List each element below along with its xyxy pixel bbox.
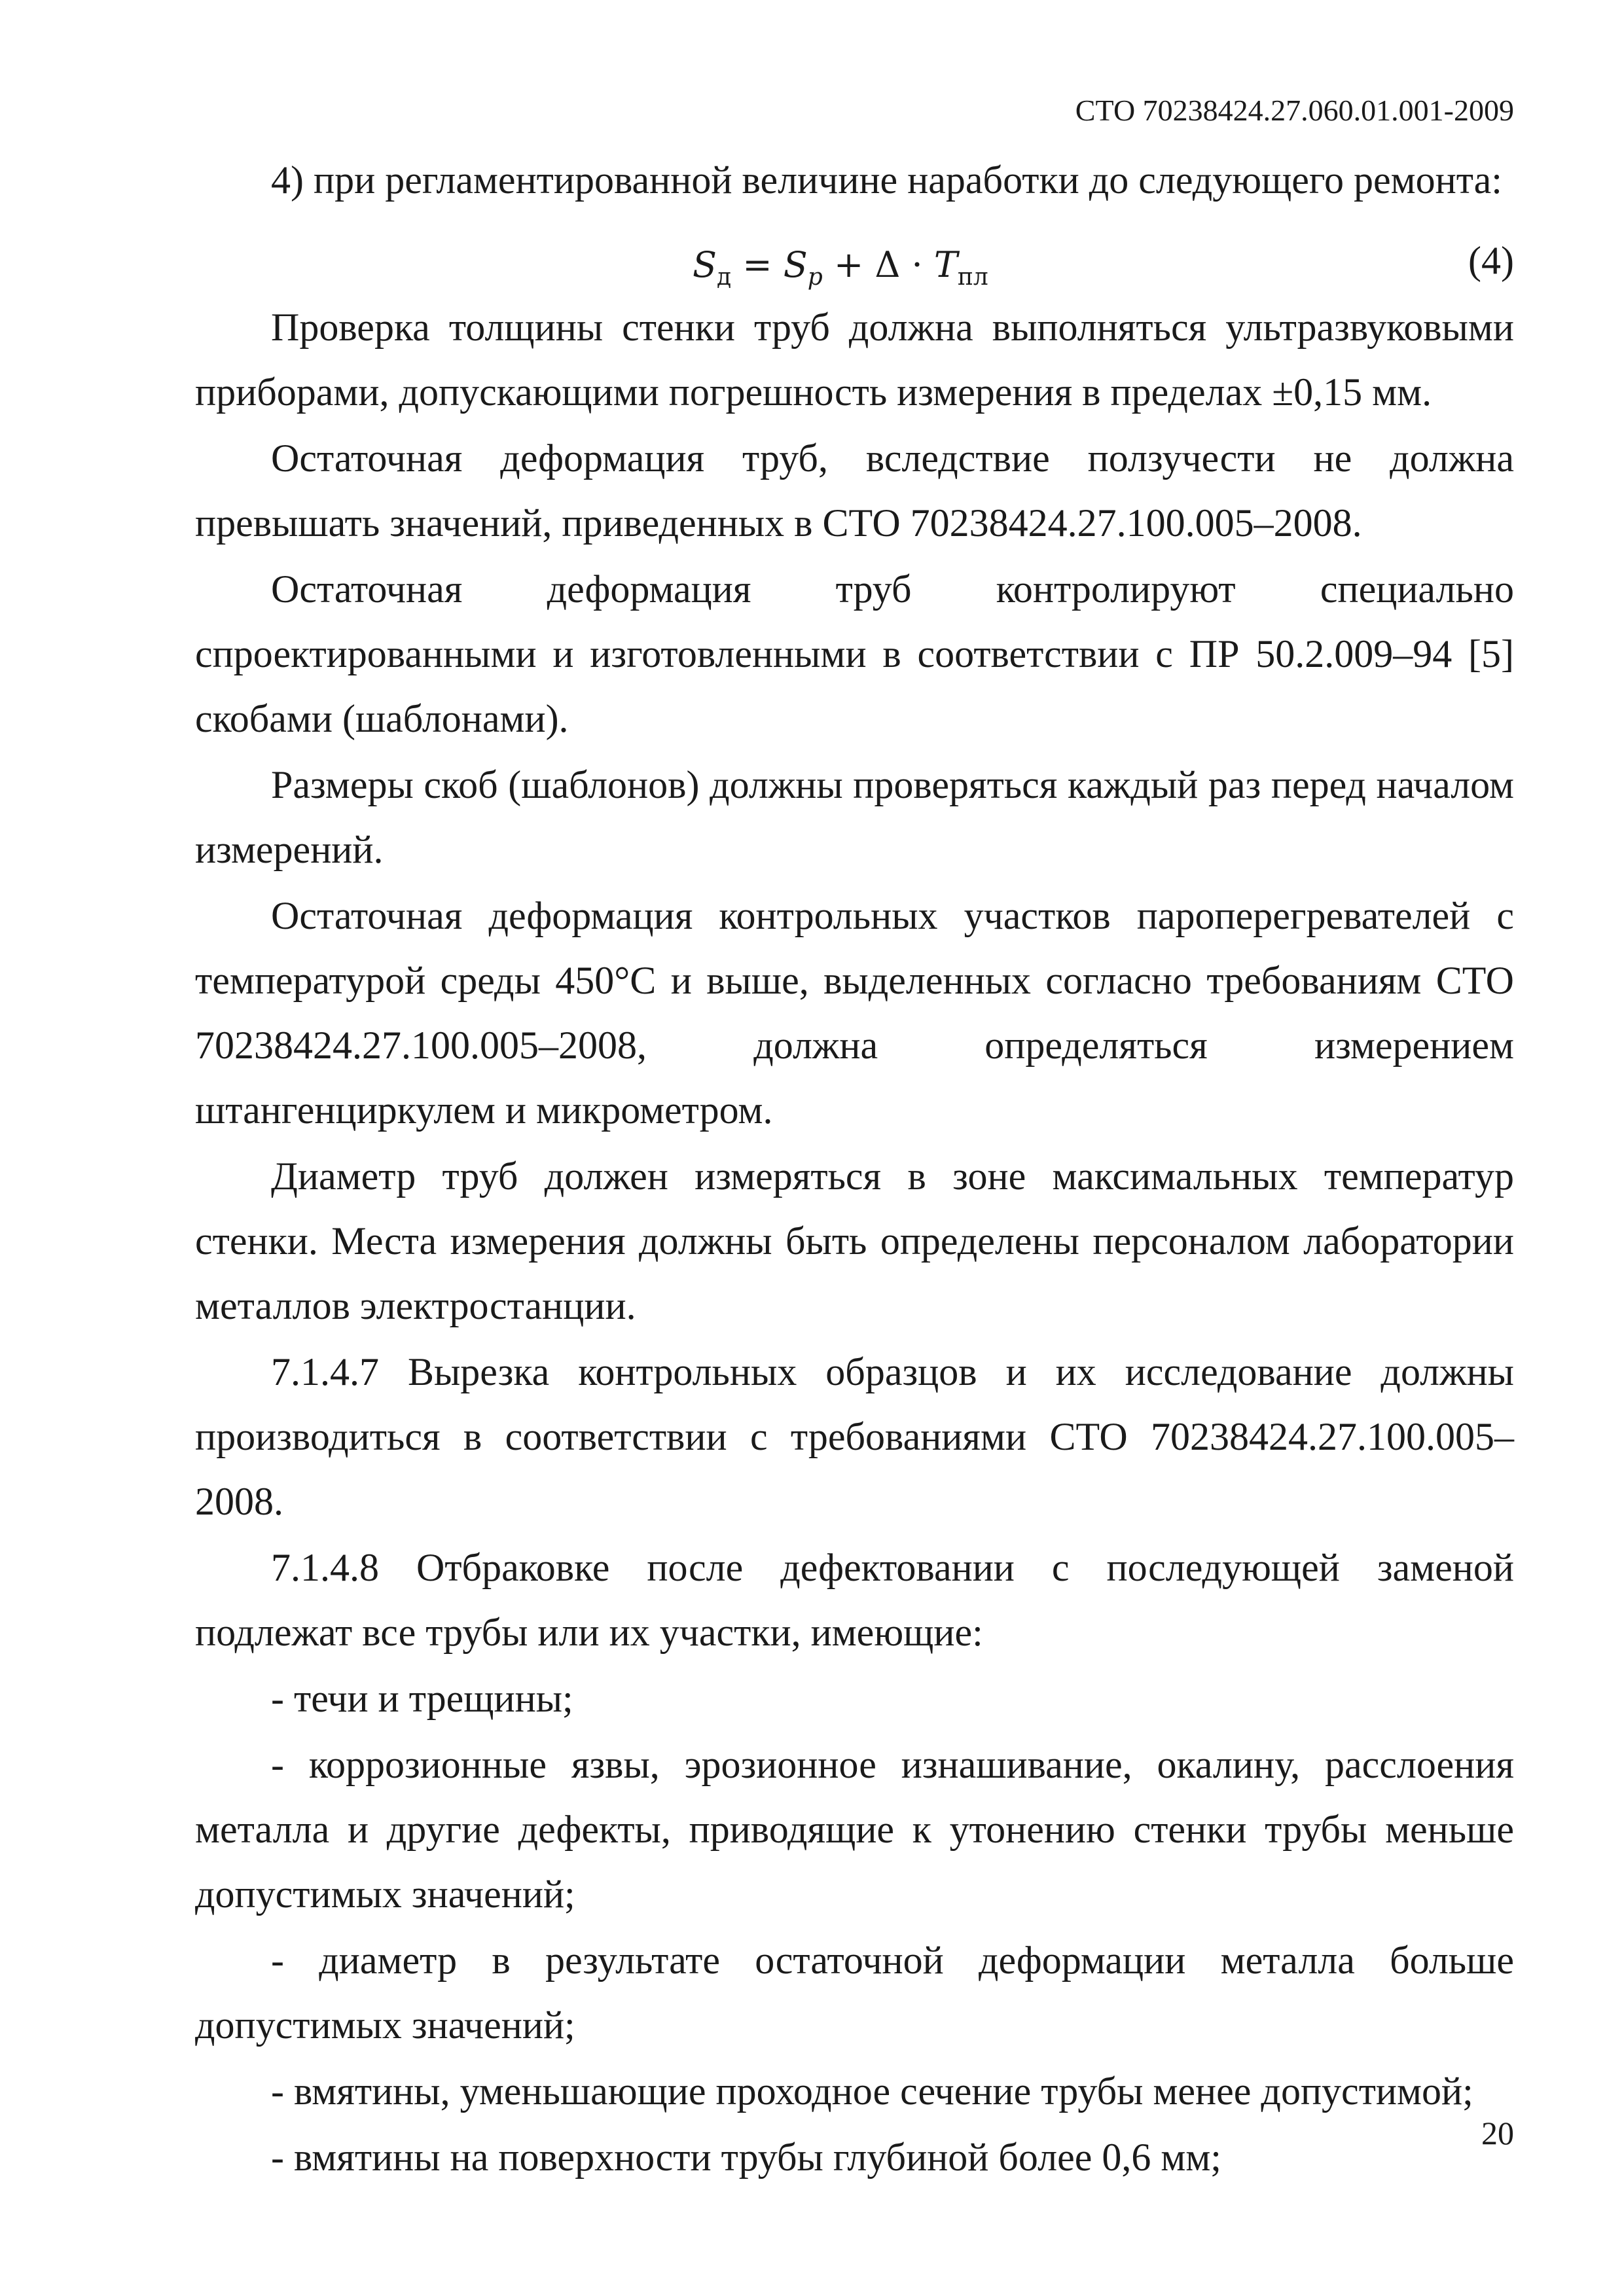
paragraph-residual-deformation: Остаточная деформация труб, вследствие ползучести не должна превышать значений, приведенных в СТО 70238424.27.100.005–2008. <box>195 437 1514 545</box>
formula-expression <box>693 232 988 310</box>
paragraph-thickness-check: Проверка толщины стенки труб должна выполняться ультразвуковыми приборами, допускающими погрешность измерения в пределах ±0,15 мм. <box>195 306 1514 414</box>
paragraph-7-1-4-7: 7.1.4.7 Вырезка контрольных образцов и их исследование должны производиться в соответствии с требованиями СТО 70238424.27.100.005–2008. <box>195 1350 1514 1523</box>
formula-operator: + Δ · <box>822 244 934 285</box>
formula-rhs-subscript-1: p <box>807 264 823 291</box>
document-code-header: СТО 70238424.27.060.01.001-2009 <box>1075 94 1514 127</box>
list-item: - течи и трещины; <box>271 1677 573 1720</box>
formula-rhs-variable-2: T <box>933 244 958 285</box>
formula-4 <box>195 214 1514 295</box>
paragraph-diameter-measurement: Диаметр труб должен измеряться в зоне максимальных температур стенки. Места измерения должны быть определены персоналом лаборатории металлов электростанции. <box>195 1155 1514 1327</box>
list-item: - коррозионные язвы, эрозионное изнашивание, окалину, расслоения металла и другие дефекты, приводящие к утонению стенки трубы меньше допустимых значений; <box>195 1743 1514 1916</box>
formula-number: (4) <box>1468 239 1514 282</box>
formula-lhs-variable: S <box>693 244 717 285</box>
document-body <box>195 148 1514 2191</box>
list-item-4: 4) при регламентированной величине наработки до следующего ремонта: <box>271 158 1502 202</box>
formula-rhs-subscript-2: пл <box>957 264 988 291</box>
paragraph-7-1-4-8: 7.1.4.8 Отбраковке после дефектовании с последующей заменой подлежат все трубы или их участки, имеющие: <box>195 1546 1514 1654</box>
paragraph-superheater-deformation: Остаточная деформация контрольных участков пароперегревателей с температурой среды 450°С и выше, выделенных согласно требованиям СТО 70238424.27.100.005–2008, должна определяться измерением штангенциркулем и микрометром. <box>195 894 1514 1132</box>
formula-lhs-subscript: д <box>717 264 732 291</box>
paragraph-deformation-control: Остаточная деформация труб контролируют специально спроектированными и изготовленными в соответствии с ПР 50.2.009–94 [5] скобами (шаблонами). <box>195 567 1514 740</box>
paragraph-template-sizes: Размеры скоб (шаблонов) должны проверяться каждый раз перед началом измерений. <box>195 763 1514 871</box>
formula-equals: = <box>731 244 784 285</box>
formula-rhs-variable-1: S <box>783 244 808 285</box>
page-number: 20 <box>1481 2115 1514 2151</box>
list-item: - вмятины на поверхности трубы глубиной более 0,6 мм; <box>271 2136 1221 2179</box>
list-item: - вмятины, уменьшающие проходное сечение трубы менее допустимой; <box>271 2070 1473 2113</box>
list-item: - диаметр в результате остаточной деформации металла больше допустимых значений; <box>195 1939 1514 2047</box>
